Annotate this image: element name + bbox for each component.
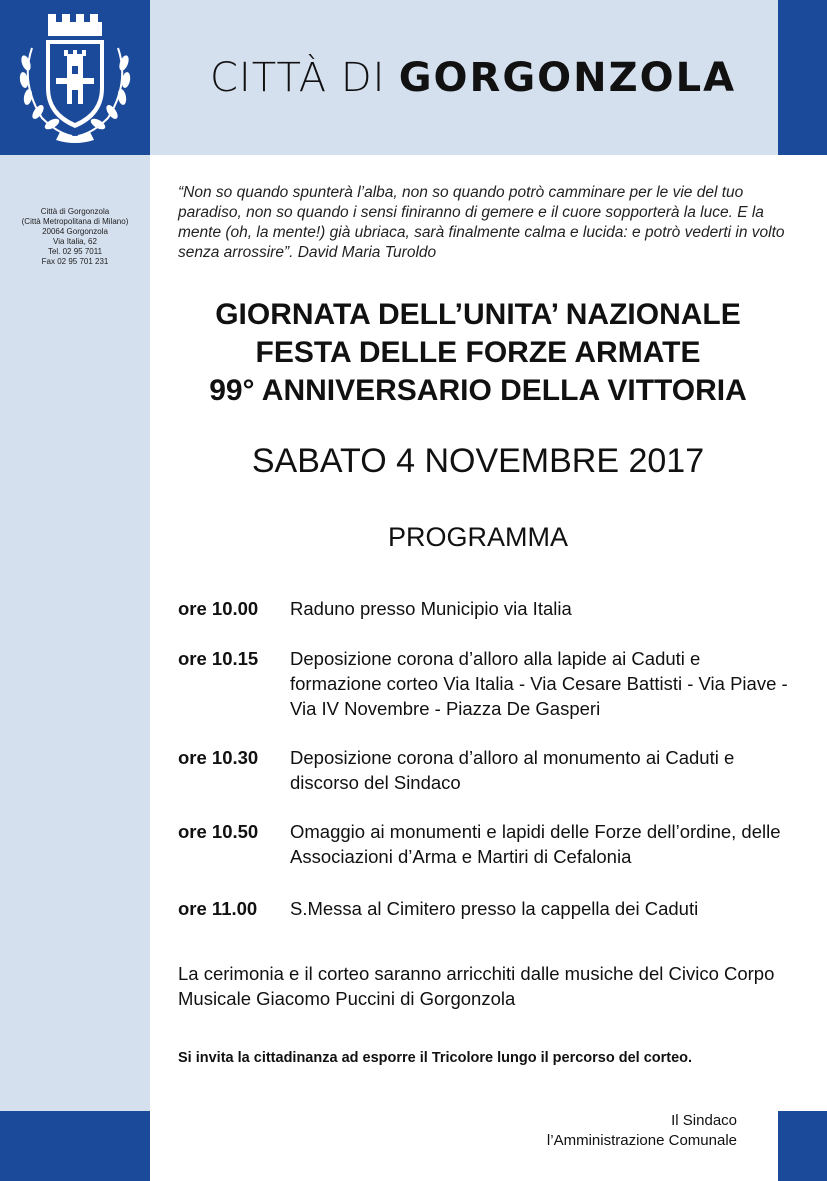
headline-line-2: FESTA DELLE FORZE ARMATE: [255, 336, 701, 369]
schedule-desc: Omaggio ai monumenti e lapidi delle Forze dell’ordine, delle Associazioni d’Arma e Martiri di Cefalonia: [290, 821, 781, 867]
city-crest-icon: [12, 8, 138, 146]
schedule-time: ore 10.30: [178, 747, 259, 768]
contact-line: Tel. 02 95 7011: [47, 247, 103, 256]
schedule-time: ore 10.15: [178, 648, 259, 669]
schedule-desc: Deposizione corona d’alloro alla lapide ai Caduti e formazione corteo Via Italia - Via Cesare Battisti - Via Piave - Via IV Novembre - Piazza De Gasperi: [290, 648, 788, 719]
contact-line: Via Italia, 62: [53, 237, 97, 246]
title-bold: GORGONZOLA: [398, 55, 737, 101]
event-date: SABATO 4 NOVEMBRE 2017: [251, 442, 705, 480]
signature-line-2: l’Amministrazione Comunale: [546, 1132, 737, 1149]
contact-line: Fax 02 95 701 231: [41, 257, 109, 266]
programma-heading: PROGRAMMA: [387, 522, 568, 552]
invitation: Si invita la cittadinanza ad esporre il Tricolore lungo il percorso del corteo.: [178, 1050, 693, 1066]
contact-line: (Città Metropolitana di Milano): [21, 217, 129, 226]
headline-line-1: GIORNATA DELL’UNITA’ NAZIONALE: [215, 298, 741, 331]
quote: “Non so quando spunterà l’alba, non so quando potrò camminare per le vie del tuo paradiso, non so quando i sensi finiranno di gemere e il cuore sopporterà la luce. E la mente (oh, la mente!) già ubriaca, sarà finalmente calma e lucida: e potrò vederti in volto senza arrossire”. David Maria Turoldo: [178, 184, 785, 261]
signature-line-1: Il Sindaco: [671, 1112, 737, 1129]
schedule-time: ore 11.00: [178, 898, 258, 919]
contact-line: Città di Gorgonzola: [40, 207, 110, 216]
headline: [160, 296, 796, 410]
title-light: CITTÀ DI: [210, 55, 386, 101]
page-title: [210, 52, 736, 102]
music-note: La cerimonia e il corteo saranno arricchiti dalle musiche del Civico Corpo Musicale Giacomo Puccini di Gorgonzola: [178, 963, 775, 1009]
schedule-desc: Raduno presso Municipio via Italia: [290, 598, 572, 619]
headline-line-3: 99° ANNIVERSARIO DELLA VITTORIA: [209, 374, 747, 407]
contact-info: [8, 207, 142, 267]
contact-line: 20064 Gorgonzola: [42, 227, 108, 236]
schedule-time: ore 10.00: [178, 598, 259, 619]
signature: [547, 1111, 737, 1151]
footer-blue-block-left: [0, 1111, 150, 1181]
schedule-desc: S.Messa al Cimitero presso la cappella dei Caduti: [290, 898, 699, 919]
schedule-desc: Deposizione corona d’alloro al monumento ai Caduti e discorso del Sindaco: [290, 747, 735, 793]
footer-blue-block-right: [778, 1111, 827, 1181]
left-sidebar: [0, 155, 150, 1111]
schedule-time: ore 10.50: [178, 821, 259, 842]
header-blue-block-right: [778, 0, 827, 155]
